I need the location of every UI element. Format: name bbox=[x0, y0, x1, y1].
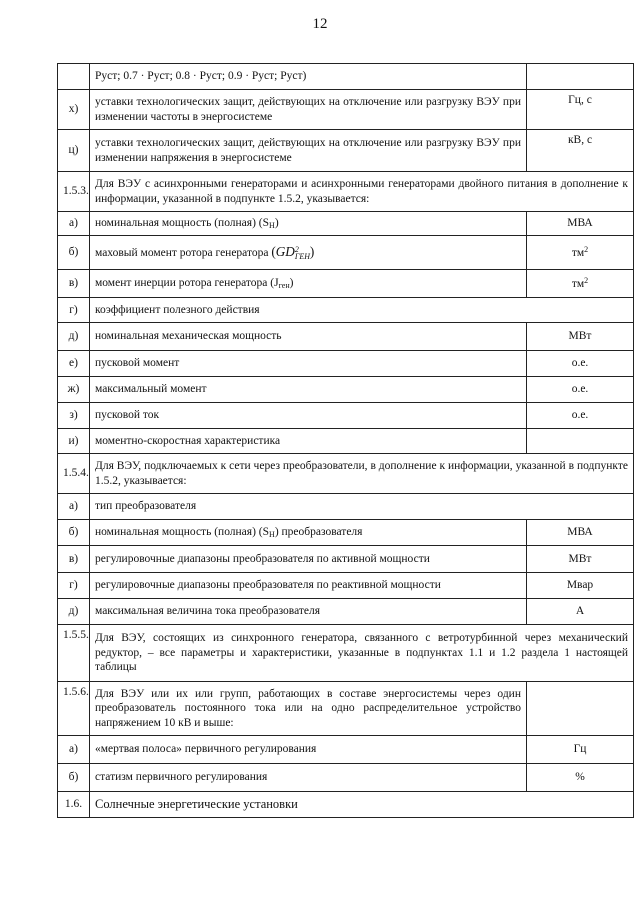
formula-sup: 2 bbox=[294, 245, 299, 255]
row-description: максимальный момент bbox=[90, 377, 527, 403]
row-number: ц) bbox=[58, 130, 90, 172]
row-description: уставки технологических защит, действующих на отключение или разгрузку ВЭУ при изменении напряжения в энергосистеме bbox=[90, 130, 527, 172]
row-number: 1.5.3. bbox=[58, 172, 90, 212]
row-number: б) bbox=[58, 764, 90, 792]
table-row bbox=[58, 454, 634, 494]
table-row bbox=[58, 172, 634, 212]
row-number: е) bbox=[58, 351, 90, 377]
page-number: 12 bbox=[312, 16, 328, 32]
row-unit: о.е. bbox=[527, 377, 634, 403]
row-number: а) bbox=[58, 494, 90, 520]
table-row bbox=[58, 599, 634, 625]
row-description: Руст; 0.7 · Руст; 0.8 · Руст; 0.9 · Руст; Руст) bbox=[90, 64, 527, 90]
row-unit bbox=[527, 236, 634, 270]
row-description: регулировочные диапазоны преобразователя по активной мощности bbox=[90, 546, 527, 573]
table-row bbox=[58, 212, 634, 236]
row-description: номинальная механическая мощность bbox=[90, 323, 527, 351]
row-unit bbox=[527, 64, 634, 90]
row-number: б) bbox=[58, 236, 90, 270]
row-number: а) bbox=[58, 736, 90, 764]
row-description: максимальная величина тока преобразователя bbox=[90, 599, 527, 625]
row-description bbox=[90, 520, 527, 546]
row-number: з) bbox=[58, 403, 90, 429]
row-number: 1.5.6. bbox=[58, 682, 90, 736]
text-part: маховый момент ротора генератора bbox=[95, 247, 269, 260]
row-unit bbox=[527, 682, 634, 736]
table-row bbox=[58, 546, 634, 573]
row-number: д) bbox=[58, 323, 90, 351]
row-number: 1.5.5. bbox=[58, 625, 90, 682]
table-row bbox=[58, 736, 634, 764]
table-row bbox=[58, 236, 634, 270]
row-description: регулировочные диапазоны преобразователя по реактивной мощности bbox=[90, 573, 527, 599]
row-description: уставки технологических защит, действующих на отключение или разгрузку ВЭУ при изменении частоты в энергосистеме bbox=[90, 90, 527, 130]
formula: (GD 2 ГЕН ) bbox=[271, 244, 315, 262]
table-row bbox=[58, 270, 634, 298]
row-description bbox=[90, 270, 527, 298]
table-row bbox=[58, 351, 634, 377]
row-number: б) bbox=[58, 520, 90, 546]
row-unit: МВт bbox=[527, 323, 634, 351]
row-unit: МВА bbox=[527, 520, 634, 546]
table-row bbox=[58, 764, 634, 792]
row-description: статизм первичного регулирования bbox=[90, 764, 527, 792]
row-unit: Мвар bbox=[527, 573, 634, 599]
row-description: пусковой ток bbox=[90, 403, 527, 429]
row-unit: кВ, с bbox=[527, 130, 634, 172]
row-number: 1.6. bbox=[58, 792, 90, 818]
subscript: ген bbox=[278, 280, 290, 290]
table-row bbox=[58, 682, 634, 736]
row-description bbox=[90, 236, 527, 270]
table-row bbox=[58, 323, 634, 351]
section-heading: Для ВЭУ с асинхронными генераторами и асинхронными генераторами двойного питания в дополнение к информации, указанной в подпункте 1.5.2, указывается: bbox=[90, 172, 634, 212]
row-unit: Гц, с bbox=[527, 90, 634, 130]
table-row bbox=[58, 520, 634, 546]
section-heading: Для ВЭУ, подключаемых к сети через преобразователи, в дополнение к информации, указанной в подпункте 1.5.2, указывается: bbox=[90, 454, 634, 494]
row-unit: А bbox=[527, 599, 634, 625]
section-heading: Солнечные энергетические установки bbox=[90, 792, 634, 818]
table-row bbox=[58, 429, 634, 454]
unit-base: тм bbox=[571, 277, 585, 290]
row-description: тип преобразователя bbox=[90, 494, 634, 520]
row-number: в) bbox=[58, 270, 90, 298]
text-part: момент инерции ротора генератора (J bbox=[95, 276, 279, 289]
row-unit bbox=[527, 429, 634, 454]
row-number: а) bbox=[58, 212, 90, 236]
subscript: Н bbox=[269, 529, 275, 539]
table-row bbox=[58, 573, 634, 599]
table-row bbox=[58, 298, 634, 323]
row-number: г) bbox=[58, 573, 90, 599]
table-row bbox=[58, 130, 634, 172]
text-part: ) bbox=[289, 276, 294, 289]
row-unit bbox=[527, 270, 634, 298]
unit-sup: 2 bbox=[584, 244, 589, 254]
text-part: номинальная мощность (полная) (S bbox=[95, 525, 270, 538]
row-number: и) bbox=[58, 429, 90, 454]
row-unit: о.е. bbox=[527, 351, 634, 377]
row-number bbox=[58, 64, 90, 90]
row-description: пусковой момент bbox=[90, 351, 527, 377]
row-number: х) bbox=[58, 90, 90, 130]
table-row bbox=[58, 90, 634, 130]
row-number: ж) bbox=[58, 377, 90, 403]
table-row bbox=[58, 625, 634, 682]
row-number: г) bbox=[58, 298, 90, 323]
table-row bbox=[58, 494, 634, 520]
table-row bbox=[58, 403, 634, 429]
row-unit: МВА bbox=[527, 212, 634, 236]
row-number: 1.5.4. bbox=[58, 454, 90, 494]
unit-base: тм bbox=[571, 246, 585, 259]
row-unit: Гц bbox=[527, 736, 634, 764]
formula-sub: ГЕН bbox=[294, 252, 310, 262]
row-number: в) bbox=[58, 546, 90, 573]
text-part: номинальная мощность (полная) (S bbox=[95, 216, 270, 229]
row-description: моментно-скоростная характеристика bbox=[90, 429, 527, 454]
subscript: Н bbox=[269, 220, 275, 230]
text-part: ) bbox=[274, 216, 279, 229]
row-description bbox=[90, 212, 527, 236]
table-row bbox=[58, 377, 634, 403]
row-description: коэффициент полезного действия bbox=[90, 298, 634, 323]
formula-base: GD bbox=[275, 244, 295, 260]
row-description: «мертвая полоса» первичного регулирования bbox=[90, 736, 527, 764]
row-unit: % bbox=[527, 764, 634, 792]
parameters-table bbox=[57, 63, 634, 818]
section-heading: Для ВЭУ, состоящих из синхронного генератора, связанного с ветротурбинной через механический редуктор, – все параметры и характеристики, указанные в подпунктах 1.1 и 1.2 раздела 1 настоящей таблицы bbox=[90, 625, 634, 682]
row-number: д) bbox=[58, 599, 90, 625]
row-unit: о.е. bbox=[527, 403, 634, 429]
unit-sup: 2 bbox=[584, 275, 589, 285]
table-row bbox=[58, 792, 634, 818]
section-heading: Для ВЭУ или их или групп, работающих в составе энергосистемы через один преобразователь постоянного тока или на одно распределительное устройство напряжением 10 кВ и выше: bbox=[90, 682, 527, 736]
row-unit: МВт bbox=[527, 546, 634, 573]
text-part: ) преобразователя bbox=[274, 525, 363, 538]
table-row bbox=[58, 64, 634, 90]
